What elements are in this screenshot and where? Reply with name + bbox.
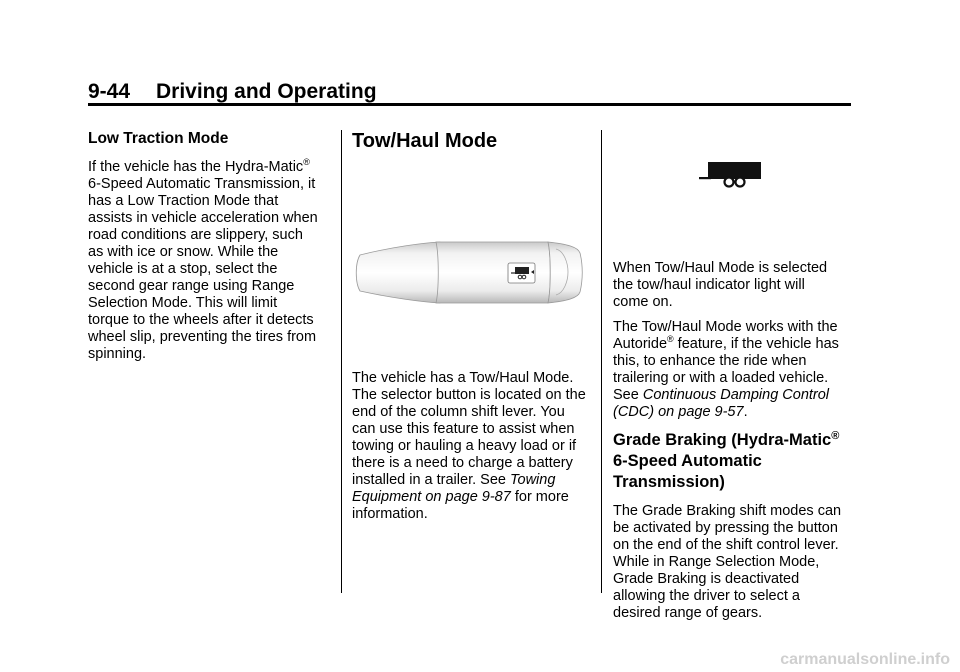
text-line: has a Low Traction Mode that xyxy=(88,193,279,209)
text-line: trailering or with a loaded vehicle. xyxy=(613,370,829,386)
cross-reference-link[interactable]: (CDC) on page 9-57 xyxy=(613,404,744,420)
text-line: Equipment on page 9-87 for more xyxy=(352,489,569,505)
text-line: When Tow/Haul Mode is selected xyxy=(613,260,828,276)
text-line: wheel slip, preventing the tires from xyxy=(88,329,317,345)
text-line: can use this feature to assist when xyxy=(352,421,575,437)
text-line: this, to enhance the ride when xyxy=(613,353,807,369)
autoride-paragraph xyxy=(613,319,858,421)
column-divider-left xyxy=(341,130,342,593)
text-line: as with ice or snow. While the xyxy=(88,244,279,260)
grade-braking-paragraph xyxy=(613,503,858,622)
text-line: assists in vehicle acceleration when xyxy=(88,210,318,226)
heading-grade-braking xyxy=(613,430,858,493)
tow-haul-paragraph xyxy=(352,370,597,523)
text-line: end of the column shift lever. You xyxy=(352,404,565,420)
text-line: towing or hauling a heavy load or if xyxy=(352,438,577,454)
cross-reference-link[interactable]: Equipment on page 9-87 xyxy=(352,489,511,505)
watermark: carmanualsonline.info xyxy=(780,651,950,668)
text-line: installed in a trailer. See Towing xyxy=(352,472,556,488)
text-line: the tow/haul indicator light will xyxy=(613,277,805,293)
column-tow-haul xyxy=(352,130,594,152)
text-line: desired range of gears. xyxy=(613,605,763,621)
cross-reference-link[interactable]: Towing xyxy=(509,472,556,488)
registered-mark: ® xyxy=(831,430,840,442)
indicator-paragraph xyxy=(613,260,858,311)
text-line: The Tow/Haul Mode works with the xyxy=(613,319,838,335)
heading-tow-haul-mode: Tow/Haul Mode xyxy=(352,130,498,152)
text-line: 6-Speed Automatic Transmission, it xyxy=(88,176,316,192)
lever-tow-haul-button xyxy=(508,263,535,283)
text-line: vehicle is at a stop, select the xyxy=(88,261,278,277)
text-line: Selection Mode. This will limit xyxy=(88,295,278,311)
text-line: allowing the driver to select a xyxy=(613,588,800,604)
text-line: The Grade Braking shift modes can xyxy=(613,503,842,519)
text-line: there is a need to charge a battery xyxy=(352,455,573,471)
lever-shaft xyxy=(356,242,440,303)
text-line: torque to the wheels after it detects xyxy=(88,312,314,328)
header-rule xyxy=(88,103,851,106)
text-line: 6-Speed Automatic xyxy=(613,452,762,470)
cross-reference-link[interactable]: Continuous Damping Control xyxy=(642,387,830,403)
heading-low-traction-mode: Low Traction Mode xyxy=(88,130,229,147)
text-line: While in Range Selection Mode, xyxy=(613,554,820,570)
text-line: The selector button is located on the xyxy=(352,387,586,403)
text-line: Transmission) xyxy=(613,473,725,491)
registered-mark: ® xyxy=(303,157,310,167)
text-line: second gear range using Range xyxy=(88,278,295,294)
page-header xyxy=(88,80,377,104)
text-line: Grade Braking (Hydra-Matic® xyxy=(613,430,840,449)
text-line: (CDC) on page 9-57. xyxy=(613,404,748,420)
shift-lever-illustration xyxy=(352,235,592,310)
column-tow-haul-indicator xyxy=(613,260,858,622)
low-traction-paragraph xyxy=(88,159,336,363)
text-line: Autoride® feature, if the vehicle has xyxy=(613,334,839,352)
lever-end-button xyxy=(548,242,582,303)
registered-mark: ® xyxy=(667,334,674,344)
text-line: be activated by pressing the button xyxy=(613,520,838,536)
column-low-traction xyxy=(88,130,336,363)
text-line: spinning. xyxy=(88,346,147,362)
column-divider-right xyxy=(601,130,602,593)
page-number: 9-44 xyxy=(88,80,131,103)
text-line: The vehicle has a Tow/Haul Mode. xyxy=(352,370,574,386)
text-line: on the end of the shift control lever. xyxy=(613,537,839,553)
text-line: If the vehicle has the Hydra-Matic® xyxy=(88,157,310,175)
text-line: Grade Braking is deactivated xyxy=(613,571,800,587)
text-line: See Continuous Damping Control xyxy=(613,387,830,403)
text-line: come on. xyxy=(613,294,673,310)
tow-haul-indicator-icon xyxy=(697,160,763,190)
section-title: Driving and Operating xyxy=(156,80,377,103)
text-line: information. xyxy=(352,506,428,522)
text-line: road conditions are slippery, such xyxy=(88,227,303,243)
